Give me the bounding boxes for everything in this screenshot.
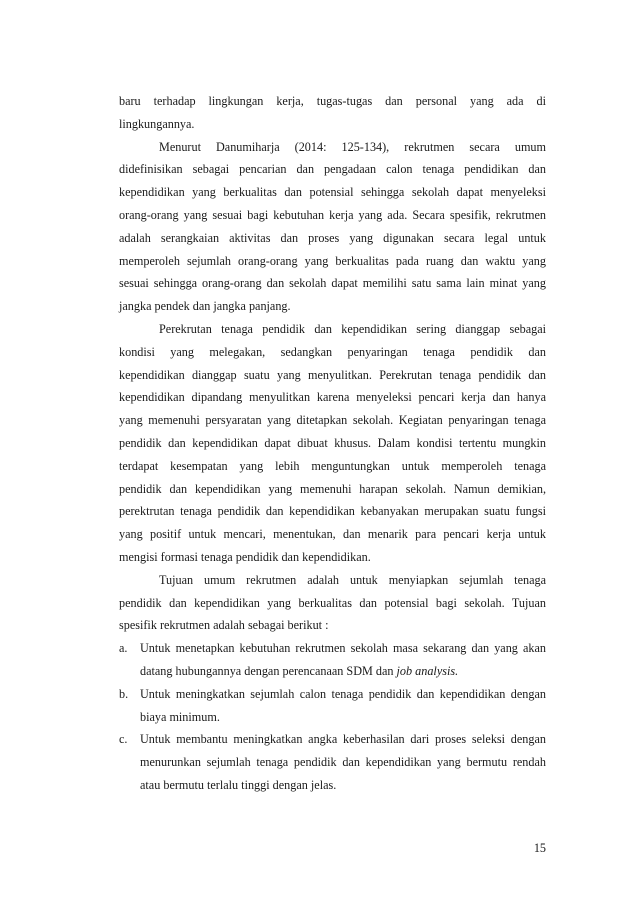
line-text: pendidik dan kependidikan yang memenuhi harapan sekolah. Namun demikian,: [119, 481, 546, 496]
paragraph-line: [119, 272, 546, 295]
line-text: adalah serangkaian aktivitas dan proses yang digunakan secara legal untuk: [119, 230, 546, 245]
paragraph-line: [119, 318, 546, 341]
paragraph-line: [119, 113, 546, 136]
list-item-line: [119, 683, 546, 706]
line-text: biaya minimum.: [140, 709, 220, 724]
paragraph-line: [119, 341, 546, 364]
list-item-line: [119, 774, 546, 797]
line-text: Untuk membantu meningkatkan angka keberhasilan dari proses seleksi dengan: [140, 732, 546, 747]
line-text: kondisi yang melegakan, sedangkan penyaringan tenaga pendidik dan: [119, 344, 546, 359]
paragraph-line: [119, 295, 546, 318]
body-text: [119, 90, 546, 797]
line-text: kependidikan dianggap suatu yang menyulitkan. Perekrutan tenaga pendidik dan: [119, 367, 546, 382]
line-text: sesuai sehingga orang-orang dan sekolah dapat memilihi satu sama lain minat yang: [119, 276, 546, 291]
line-text: spesifik rekrutmen adalah sebagai berikut :: [119, 618, 329, 633]
line-italic-text: job analysis.: [396, 663, 459, 678]
paragraph-line: [119, 523, 546, 546]
line-text: jangka pendek dan jangka panjang.: [119, 299, 291, 314]
line-text: memperoleh sejumlah orang-orang yang berkualitas pada ruang dan waktu yang: [119, 253, 546, 268]
paragraph-line: [119, 90, 546, 113]
paragraph-line: [119, 250, 546, 273]
list-item-line: [119, 706, 546, 729]
paragraph-line: [119, 386, 546, 409]
line-text: datang hubungannya dengan perencanaan SDM dan: [140, 663, 397, 678]
list-marker: c.: [119, 732, 128, 747]
line-text: Tujuan umum rekrutmen adalah untuk menyiapkan sejumlah tenaga: [159, 572, 546, 587]
page-number: 15: [533, 841, 546, 855]
line-text: baru terhadap lingkungan kerja, tugas-tugas dan personal yang ada di: [119, 94, 546, 108]
list-item-line: [119, 728, 546, 751]
list-item-line: [119, 660, 546, 683]
line-text: perektrutan tenaga pendidik dan kependidikan kebanyakan merupakan suatu fungsi: [119, 504, 546, 519]
line-text: yang memenuhi persyaratan yang ditetapkan sekolah. Kegiatan penyaringan tenaga: [119, 413, 546, 428]
paragraph-line: [119, 614, 546, 637]
paragraph-line: [119, 569, 546, 592]
paragraph-line: [119, 432, 546, 455]
paragraph-line: [119, 136, 546, 159]
paragraph-line: [119, 158, 546, 181]
line-text: didefinisikan sebagai pencarian dan pengadaan calon tenaga pendidikan dan: [119, 162, 546, 177]
line-text: menurunkan sejumlah tenaga pendidik dan kependidikan yang bermutu rendah: [140, 755, 546, 770]
list-marker: b.: [119, 686, 129, 701]
line-text: Untuk meningkatkan sejumlah calon tenaga pendidik dan kependidikan dengan: [140, 686, 546, 701]
line-text: atau bermutu terlalu tinggi dengan jelas.: [140, 777, 337, 792]
paragraph-line: [119, 409, 546, 432]
line-text: yang positif untuk mencari, menentukan, dan menarik para pencari kerja untuk: [119, 527, 546, 542]
paragraph-line: [119, 181, 546, 204]
paragraph-line: [119, 227, 546, 250]
paragraph-line: [119, 204, 546, 227]
line-text: kependidikan dipandang menyulitkan karena menyeleksi pencari kerja dan hanya: [119, 390, 546, 405]
line-text: mengisi formasi tenaga pendidik dan kependidikan.: [119, 549, 371, 564]
paragraph-line: [119, 364, 546, 387]
line-text: Untuk menetapkan kebutuhan rekrutmen sekolah masa sekarang dan yang akan: [140, 641, 546, 656]
paragraph-line: [119, 478, 546, 501]
line-text: Menurut Danumiharja (2014: 125-134), rekrutmen secara umum: [159, 139, 546, 154]
line-text: orang-orang yang sesuai bagi kebutuhan kerja yang ada. Secara spesifik, rekrutmen: [119, 207, 546, 222]
list-marker: a.: [119, 641, 128, 656]
line-text: pendidik dan kependidikan yang berkualitas dan potensial bagi sekolah. Tujuan: [119, 595, 546, 610]
list-item-line: [119, 751, 546, 774]
line-text: pendidik dan kependidikan dapat dibuat khusus. Dalam kondisi tertentu mungkin: [119, 435, 546, 450]
line-text: terdapat kesempatan yang lebih menguntungkan untuk memperoleh tenaga: [119, 458, 546, 473]
list-item-line: [119, 637, 546, 660]
line-text: kependidikan yang berkualitas dan potensial sehingga sekolah dapat menyeleksi: [119, 185, 546, 200]
line-text: Perekrutan tenaga pendidik dan kependidikan sering dianggap sebagai: [159, 321, 546, 336]
paragraph-line: [119, 455, 546, 478]
line-text: lingkungannya.: [119, 116, 195, 131]
paragraph-line: [119, 592, 546, 615]
paragraph-line: [119, 546, 546, 569]
paragraph-line: [119, 500, 546, 523]
